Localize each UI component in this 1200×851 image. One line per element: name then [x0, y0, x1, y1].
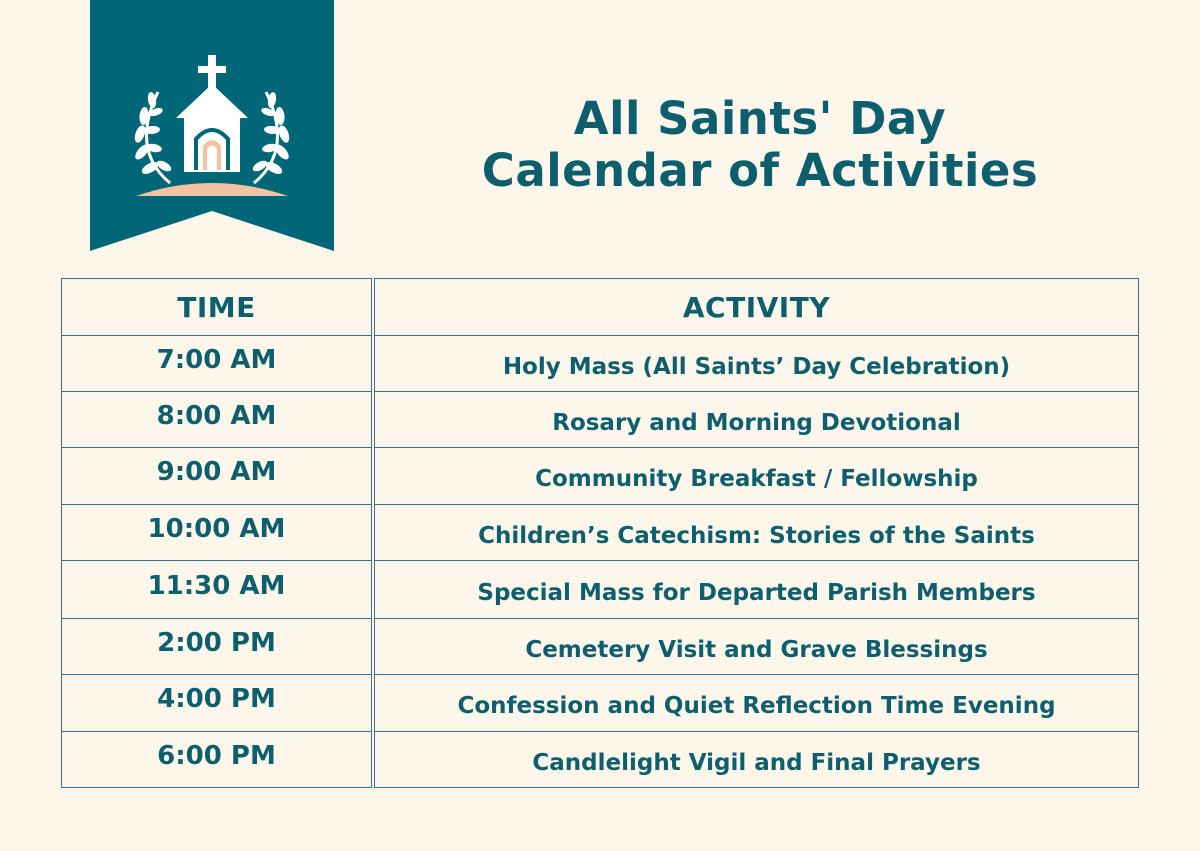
time-cell: 10:00 AM: [62, 505, 371, 561]
activity-cell: Community Breakfast / Fellowship: [375, 448, 1138, 505]
page-title: [400, 93, 1120, 197]
activity-cell: Confession and Quiet Reflection Time Evening: [375, 675, 1138, 732]
time-cell: 9:00 AM: [62, 448, 371, 505]
time-cell: 4:00 PM: [62, 675, 371, 732]
time-cell: 7:00 AM: [62, 336, 371, 392]
time-cell: 11:30 AM: [62, 561, 371, 619]
logo-banner: [90, 0, 334, 251]
time-column: [61, 278, 372, 788]
activity-column-header: ACTIVITY: [375, 279, 1138, 336]
activity-cell: Special Mass for Departed Parish Members: [375, 561, 1138, 619]
activity-cell: Children’s Catechism: Stories of the Saints: [375, 505, 1138, 561]
time-column-header: TIME: [62, 279, 371, 336]
activity-cell: Candlelight Vigil and Final Prayers: [532, 749, 981, 776]
title-line-1: All Saints' Day: [573, 92, 947, 145]
activity-cell: Cemetery Visit and Grave Blessings: [375, 619, 1138, 675]
title-line-2: Calendar of Activities: [481, 144, 1039, 197]
time-cell: 6:00 PM: [157, 740, 276, 771]
time-cell: 8:00 AM: [62, 392, 371, 448]
activity-column: [374, 278, 1139, 788]
chapel-with-laurel-icon: [90, 0, 334, 251]
time-cell: 2:00 PM: [62, 619, 371, 675]
activity-cell: Holy Mass (All Saints’ Day Celebration): [375, 336, 1138, 392]
schedule-table: [61, 278, 1139, 788]
activity-cell: Rosary and Morning Devotional: [375, 392, 1138, 448]
